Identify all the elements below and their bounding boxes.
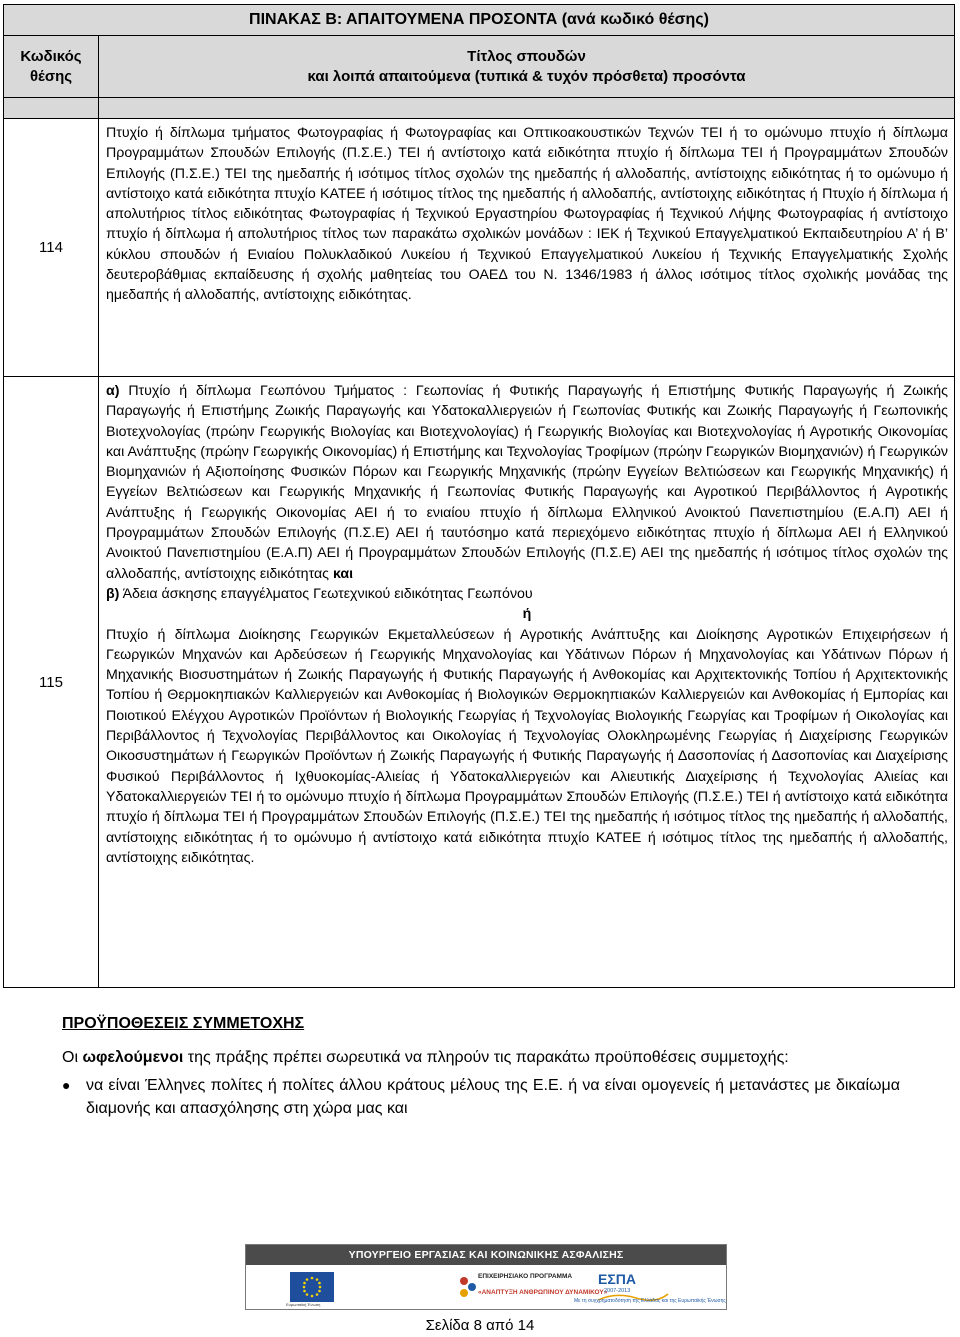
page-number: Σελίδα 8 από 14 (425, 1317, 535, 1334)
part-a-and: και (332, 565, 354, 582)
espa-caption: Με τη συγχρηματοδότηση της Ελλάδας και της Ευρωπαϊκής Ένωσης (574, 1298, 726, 1304)
header-code (4, 36, 99, 98)
list-item-text: να είναι Έλληνες πολίτες ή πολίτες άλλου κράτους μέλους της Ε.Ε. ή να είναι ομογενείς ή μετανάστες με δικαίωμα διαμονής και απασχόλησης στη χώρα μας και (86, 1077, 900, 1117)
conditions-list (62, 1074, 900, 1120)
sponsor-banner (245, 1244, 727, 1310)
op-title-line1: ΕΠΙΧΕΙΡΗΣΙΑΚΟ ΠΡΟΓΡΑΜΜΑ (478, 1273, 573, 1280)
header-title-line1: Τίτλος σπουδών (467, 47, 586, 65)
table-row (4, 377, 955, 988)
part-a-text: Πτυχίο ή δίπλωμα Γεωπόνου Τμήματος : Γεωπονίας ή Φυτικής Παραγωγής ή Επιστήμης Φυτικής Παραγωγής ή Ζωικής Παραγωγής ή Επιστήμης Ζωικής Παραγωγής και Υδατοκαλλιεργειών ή Γεωπονίας Φυτικής και Ζωικής Παραγωγής ή Γεωπονικής Βιοτεχνολογίας (πρώην Γεωργικής Βιολογίας και Βιοτεχνολογίας) ή Γεωργικής Βιολογίας και Βιοτεχνολογίας ή Αγροτικής Οικονομίας και Ανάπτυξης (πρώην Γεωργικής Οικονομίας) ή Επιστήμης και Τεχνολογίας Τροφίμων (πρώην Γεωργικών Βιομηχανιών) ή Γεωργικών Βιομηχανιών ή Αξιοποίησης Φυσικών Πόρων και Γεωργικής Μηχανικής (πρώην Εγγείων Βελτιώσεων και Γεωργικής Μηχανικής) ή Εγγείων Βελτιώσεων και Γεωργικής Μηχανικής ή Γεωπονίας Φυτικής Παραγωγής και Αγροτικού Περιβάλλοντος ή Αγροτικής Ανάπτυξης ή Γεωργικής Οικονομίας ΑΕΙ ή το ενιαίου πτυχίο ή δίπλωμα Ελληνικού Ανοικτού Πανεπιστημίου (Ε.Α.Π) ΑΕΙ ή Προγραμμάτων Σπουδών Επιλογής (Π.Σ.Ε) ΑΕΙ ή ταυτόσημο κατά περιεχόμενο ειδικότητας πτυχίο ή δίπλωμα ΑΕΙ ή Ελληνικού Ανοικτού Πανεπιστημίου (Ε.Α.Π) ΑΕΙ ή Προγραμμάτων Σπουδών Επιλογής (Π.Σ.Ε) ΑΕΙ της ημεδαπής ή ισότιμος τίτλος σχολών της αλλοδαπής, αντίστοιχης ειδικότητας (106, 383, 949, 582)
table-title: ΠΙΝΑΚΑΣ Β: ΑΠΑΙΤΟΥΜΕΝΑ ΠΡΟΣΟΝΤΑ (ανά κωδικό θέσης) (4, 5, 955, 36)
eu-caption: Ευρωπαϊκή Ένωση (286, 1302, 321, 1307)
header-code-line1: Κωδικός (20, 47, 82, 65)
part-b-label: β) (106, 585, 120, 602)
conditions-heading: ΠΡΟΫΠΟΘΕΣΕΙΣ ΣΥΜΜΕΤΟΧΗΣ (62, 1015, 305, 1032)
qualifications-or: ή (522, 606, 532, 623)
intro-prefix: Οι (62, 1049, 78, 1066)
position-code: 115 (4, 377, 99, 988)
qualifications-part-c: Πτυχίο ή δίπλωμα Διοίκησης Γεωργικών Εκμεταλλεύσεων ή Αγροτικής Ανάπτυξης και Διοίκησης Αγροτικών Επιχειρήσεων ή Γεωργικών Μηχανών και Αρδεύσεων ή Γεωργικής Μηχανολογίας και Υδάτινων Πόρων ή Μηχανολογίας και Υδάτινων Πόρων ή Μηχανικής Βιοσυστημάτων ή Ζωικής Παραγωγής ή Φυτικής Παραγωγής ή Ανθοκομίας και Αρχιτεκτονικής Τοπίου ή Αρχιτεκτονικής Τοπίου ή Θερμοκηπιακών Καλλιεργειών και Ανθοκομίας ή Βιολογικών Θερμοκηπιακών Καλλιεργειών και Ανθοκομίας ή Εμπορίας και Ποιοτικού Ελέγχου Αγροτικών Προϊόντων ή Βιολογικής Γεωργίας ή Τεχνολογίας Βιολογικής Γεωργίας και Τροφίμων ή Οικολογίας και Περιβάλλοντος ή Τεχνολογίας Περιβάλλοντος και Οικολογίας ή Τεχνολογίας Ολοκληρωμένης Γεωργίας ή Διαχείρισης Γεωργικών Οικοσυστημάτων ή Γεωργικών Προϊόντων ή Ζωικής Παραγωγής ή Φυτικής Παραγωγής ή Δασοπονίας ή Δασοπονίας και Διαχείρισης Φυσικού Περιβάλλοντος ή Ιχθυοκομίας-Αλιείας ή Υδατοκαλλιεργειών και Αλιευτικής Διαχείρισης ή Τεχνολογίας Αλιείας και Υδατοκαλλιεργειών ΤΕΙ ή το ομώνυμο πτυχίο ή δίπλωμα Προγραμμάτων Σπουδών Επιλογής (Π.Σ.Ε.) ΤΕΙ ή αντίστοιχο κατά ειδικότητα πτυχίο ή δίπλωμα ΤΕΙ ή Προγραμμάτων Σπουδών Επιλογής (Π.Σ.Ε.) ΤΕΙ της ημεδαπής ή ισότιμος τίτλος της ημεδαπής ή αλλοδαπής, αντίστοιχης ειδικότητας ή το ομώνυμο ή αντίστοιχο κατά ειδικότητα πτυχίο ΚΑΤΕΕ ή ισότιμος τίτλος της ημεδαπής ή αλλοδαπής, αντίστοιχης ειδικότητας. (106, 626, 949, 866)
eu-flag-icon (290, 1272, 334, 1302)
intro-bold: ωφελούμενοι (82, 1049, 184, 1066)
qualifications-part-a (106, 381, 948, 584)
qualifications-text (99, 377, 955, 988)
header-code-line2: θέσης (29, 67, 73, 85)
op-title (478, 1273, 572, 1281)
header-title-line2: και λοιπά απαιτούμενα (τυπικά & τυχόν πρόσθετα) προσόντα (307, 67, 746, 85)
espa-name: ΕΣΠΑ (598, 1271, 636, 1287)
ministry-title: ΥΠΟΥΡΓΕΙΟ ΕΡΓΑΣΙΑΣ ΚΑΙ ΚΟΙΝΩΝΙΚΗΣ ΑΣΦΑΛΙΣΗΣ (246, 1245, 726, 1265)
conditions-intro (62, 1046, 900, 1069)
intro-suffix: της πράξης πρέπει σωρευτικά να πληρούν τις παρακάτω προϋποθέσεις συμμετοχής: (187, 1049, 789, 1066)
logos-strip (246, 1265, 726, 1309)
header-title (99, 36, 955, 98)
qualifications-paragraph: Πτυχίο ή δίπλωμα τμήματος Φωτογραφίας ή Φωτογραφίας και Οπτικοακουστικών Τεχνών ΤΕΙ ή το ομώνυμο πτυχίο ή δίπλωμα Προγραμμάτων Σπουδών Επιλογής (Π.Σ.Ε.) ΤΕΙ ή αντίστοιχο κατά ειδικότητα πτυχίο ή δίπλωμα ΤΕΙ ή Προγραμμάτων Σπουδών Επιλογής (Π.Σ.Ε.) ΤΕΙ της ημεδαπής ή ισότιμος τίτλος σχολών της ημεδαπής ή αλλοδαπής, αντίστοιχης ειδικότητας ή το ομώνυμο ή αντίστοιχο κατά ειδικότητα πτυχίο ΚΑΤΕΕ ή ισότιμος τίτλος της ημεδαπής ή αλλοδαπής, αντίστοιχης ειδικότητας ή Πτυχίο ή δίπλωμα ή απολυτήριος τίτλος ειδικότητας Φωτογραφίας ή Τεχνικού Εργαστηρίου Φωτογραφίας ή Τεχνικού Λήψης Φωτογραφίας ή αντίστοιχο πτυχίο ή δίπλωμα ή απολυτήριος τίτλος των παρακάτω σχολικών μονάδων : ΙΕΚ ή Τεχνικού Επαγγελματικού Εκπαιδευτηρίου Α’ ή Β’ κύκλου σπουδών ή Ενιαίου Πολυκλαδικού Λυκείου ή Τεχνικού Επαγγελματικού Λυκείου ή Τεχνικής Επαγγελματικής Σχολής δευτεροβάθμιας εκπαίδευσης ή σχολής μαθητείας του ΟΑΕΔ του Ν. 1346/1983 ή άλλος ισότιμος τίτλος σχολικής μονάδας της ημεδαπής ή αλλοδαπής, αντίστοιχης ειδικότητας. (106, 125, 949, 304)
qualifications-part-b (106, 584, 948, 604)
part-a-label: α) (106, 383, 120, 399)
part-b-text: Άδεια άσκησης επαγγέλματος Γεωτεχνικού ειδικότητας Γεωπόνου (122, 585, 533, 602)
list-item (62, 1074, 900, 1120)
header-spacer-text (99, 98, 955, 119)
espa-years: 2007-2013 (604, 1288, 631, 1294)
position-code: 114 (4, 119, 99, 377)
qualifications-text (99, 119, 955, 377)
qualifications-table (3, 4, 955, 988)
table-row (4, 119, 955, 377)
bullet-icon: ● (62, 1077, 71, 1093)
participation-conditions (62, 1015, 900, 1120)
op-subtitle: «ΑΝΑΠΤΥΞΗ ΑΝΘΡΩΠΙΝΟΥ ΔΥΝΑΜΙΚΟΥ» (478, 1289, 608, 1296)
header-spacer-code (4, 98, 99, 119)
